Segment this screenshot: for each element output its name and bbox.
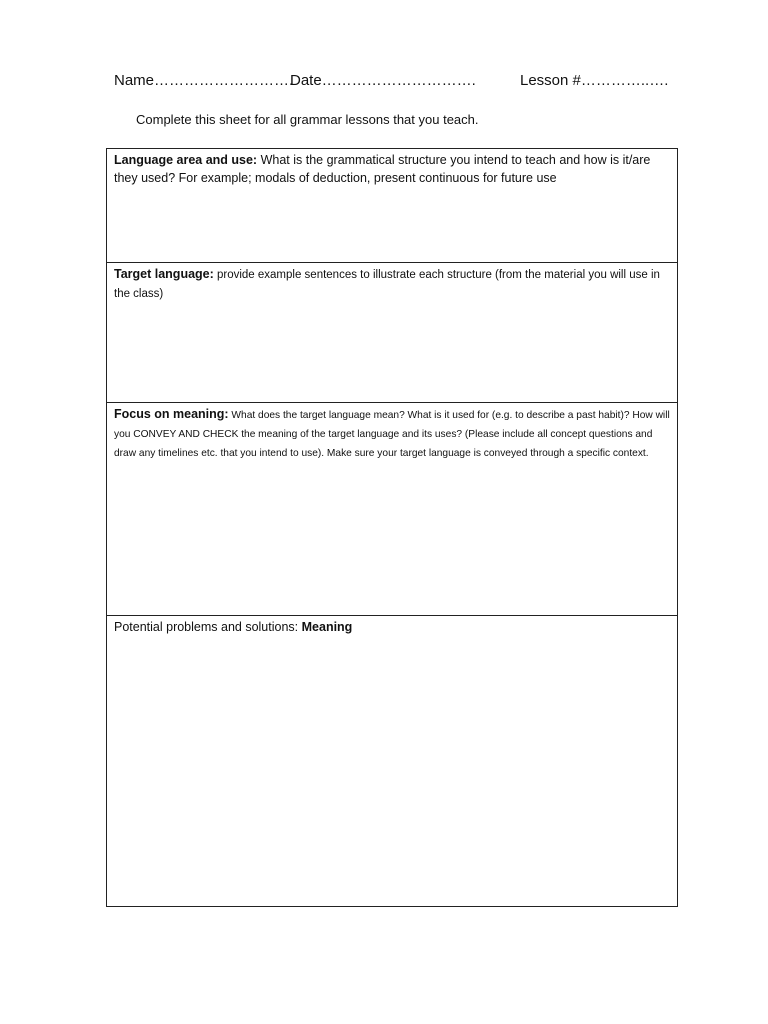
lesson-sheet-table (106, 148, 678, 907)
instruction-text: Complete this sheet for all grammar lessons that you teach. (136, 112, 479, 127)
name-field: Name………………………. (114, 72, 294, 89)
section-target-language (107, 263, 677, 403)
header-row (114, 72, 674, 94)
date-field: Date…………………………. (290, 72, 476, 89)
section-text: What does the target language mean? What is it used for (e.g. to describe a past habit)? How will you CONVEY AND CHECK the meaning of the target language and its uses? (Please include all concept questions and draw any timelines etc. that you intend to use). Make sure your target language is conveyed through a specific context. (114, 410, 670, 459)
section-language-area (107, 149, 677, 263)
section-text: What is the grammatical structure you intend to teach and how is it/are they used? For example; modals of deduction, present continuous for future use (114, 153, 651, 185)
section-title: Meaning (301, 620, 353, 634)
section-title: Target language: (114, 267, 214, 281)
section-potential-problems (107, 616, 677, 906)
section-text: provide example sentences to illustrate each structure (from the material you will use in the class) (114, 269, 660, 300)
section-text: Potential problems and solutions: (114, 620, 302, 634)
lesson-number-field: Lesson #…………..…. (520, 72, 669, 89)
section-focus-on-meaning (107, 403, 677, 616)
section-title: Language area and use: (114, 153, 258, 167)
section-title: Focus on meaning: (114, 407, 229, 421)
